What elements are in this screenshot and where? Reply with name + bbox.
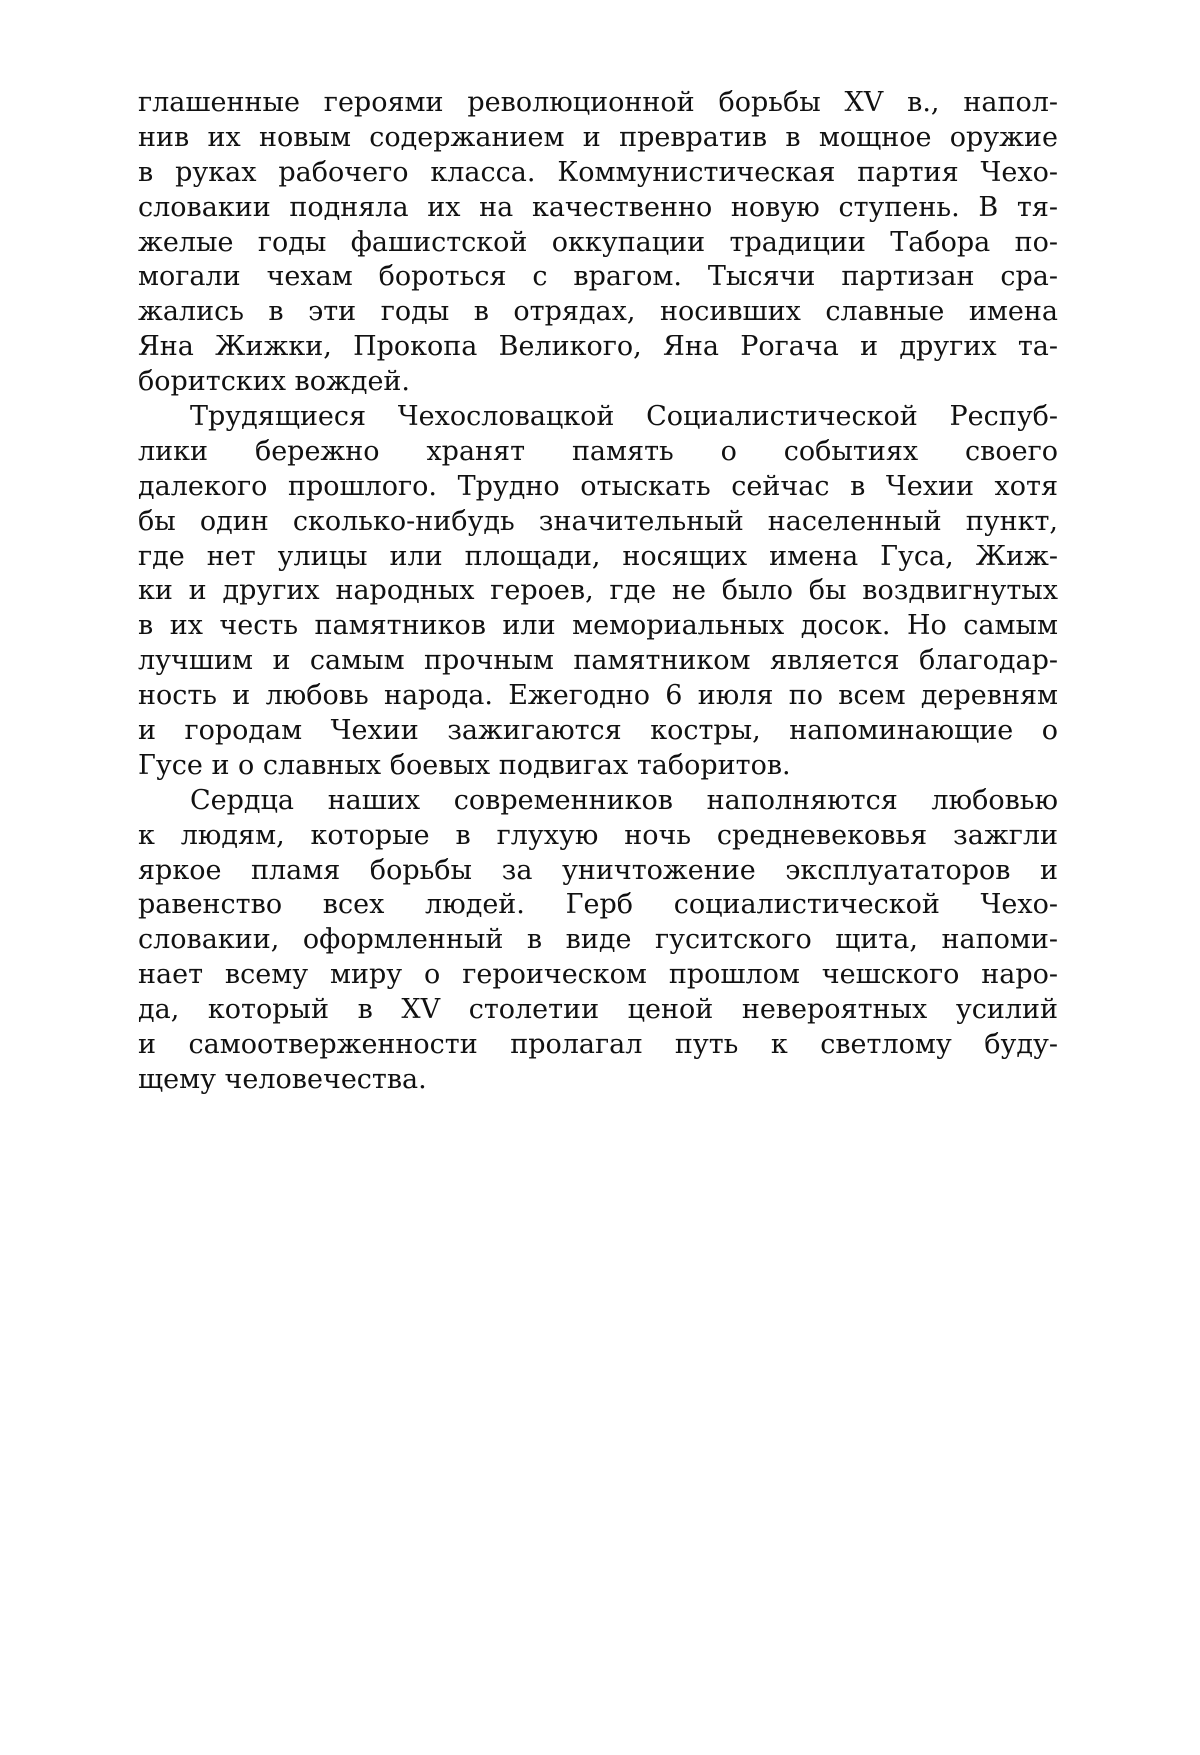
text-line: желые годы фашистской оккупации традиции Табора по- [138,226,1058,258]
text-line: яркое пламя борьбы за уничтожение эксплуататоров и [138,854,1058,886]
text-line: лики бережно хранят память о событиях своего [138,435,1058,467]
text-line: ность и любовь народа. Ежегодно 6 июля по всем деревням [138,680,1058,712]
text-line: щему человечества. [138,1063,427,1095]
text-line: боритских вождей. [138,366,411,398]
text-line: бы один сколько-нибудь значительный населенный пункт, [138,505,1058,537]
text-line: в их честь памятников или мемориальных досок. Но самым [138,610,1058,642]
text-line: жались в эти годы в отрядах, носивших славные имена [138,296,1058,328]
text-line: равенство всех людей. Герб социалистической Чехо- [138,889,1058,921]
text-line: Гусе и о славных боевых подвигах таборитов. [138,749,791,781]
text-line: да, который в XV столетии ценой невероятных усилий [138,994,1058,1026]
text-line: ки и других народных героев, где не было бы воздвигнутых [138,575,1058,607]
text-line: далекого прошлого. Трудно отыскать сейчас в Чехии хотя [138,470,1058,502]
text-line: Яна Жижки, Прокопа Великого, Яна Рогача и других та- [138,331,1058,363]
text-line: лучшим и самым прочным памятником является благодар- [138,645,1058,677]
text-line: словакии подняла их на качественно новую ступень. В тя- [138,191,1058,223]
text-line: Трудящиеся Чехословацкой Социалистической Респуб- [190,401,1058,433]
text-line: и самоотверженности пролагал путь к светлому буду- [138,1029,1058,1061]
text-line: Сердца наших современников наполняются любовью [190,784,1058,816]
text-line: нает всему миру о героическом прошлом чешского наро- [138,959,1058,991]
text-line: к людям, которые в глухую ночь средневековья зажгли [138,819,1058,851]
paragraph-1 [138,86,1058,400]
text-line: могали чехам бороться с врагом. Тысячи партизан сра- [138,261,1058,293]
text-line: нив их новым содержанием и превратив в мощное оружие [138,121,1058,153]
text-line: глашенные героями революционной борьбы XV в., напол- [138,87,1058,118]
text-line: и городам Чехии зажигаются костры, напоминающие о [138,715,1058,747]
paragraph-2 [138,400,1058,784]
text-line: где нет улицы или площади, носящих имена Гуса, Жиж- [138,540,1058,572]
paragraph-3 [138,784,1058,1098]
text-line: словакии, оформленный в виде гуситского щита, напоми- [138,924,1058,956]
text-line: в руках рабочего класса. Коммунистическая партия Чехо- [138,156,1058,188]
body-text [138,86,1058,1098]
